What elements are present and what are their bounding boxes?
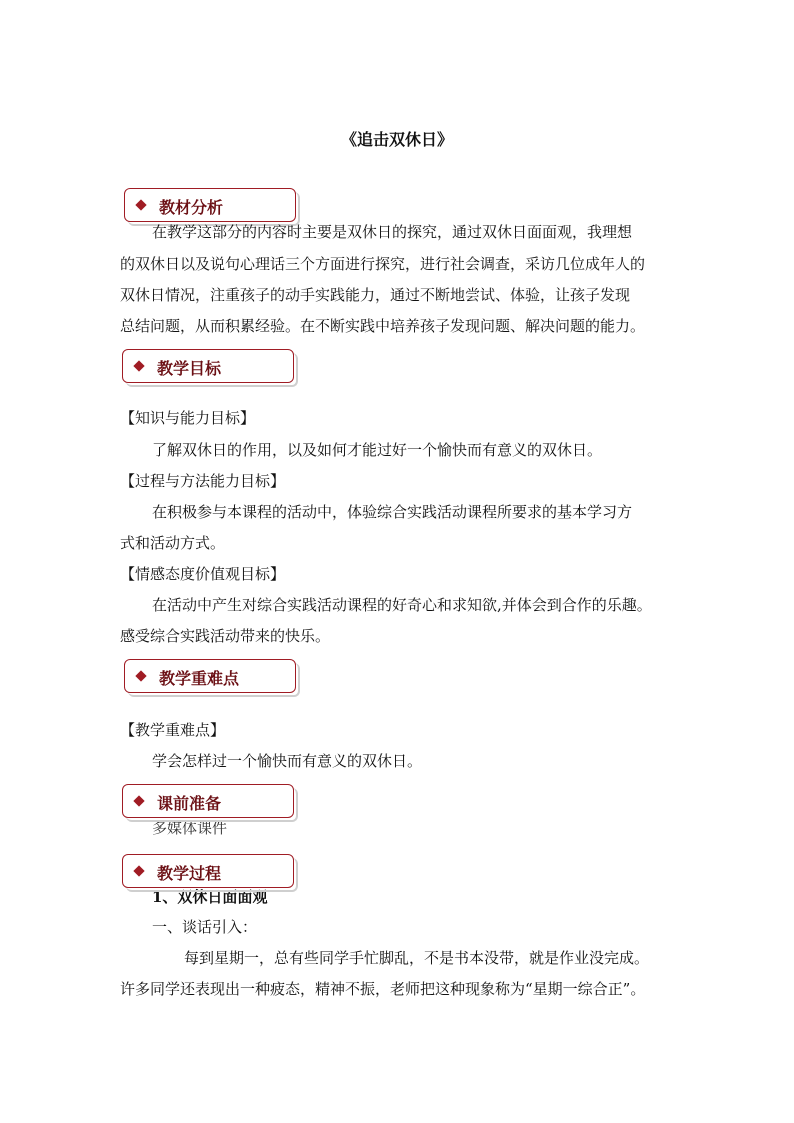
paragraph-line: 双休日情况，注重孩子的动手实践能力，通过不断地尝试、体验，让孩子发现 bbox=[120, 286, 631, 304]
subsection-label: 【情感态度价值观目标】 bbox=[120, 565, 286, 583]
paragraph-line: 每到星期一，总有些同学手忙脚乱，不是书本没带，就是作业没完成。 bbox=[184, 949, 650, 967]
section-heading-label: 教材分析 bbox=[159, 198, 224, 217]
section-heading-process bbox=[122, 854, 294, 888]
paragraph-line: 式和活动方式。 bbox=[120, 534, 226, 552]
paragraph-line: 了解双休日的作用，以及如何才能过好一个愉快而有意义的双休日。 bbox=[152, 441, 603, 459]
subsection-label: 【知识与能力目标】 bbox=[120, 409, 256, 427]
section-heading-label: 教学过程 bbox=[157, 864, 222, 883]
section-heading-label: 教学目标 bbox=[157, 359, 222, 378]
paragraph-line: 一、谈话引入： bbox=[152, 918, 258, 936]
diamond-bullet-icon bbox=[135, 199, 146, 210]
section-heading-analysis bbox=[124, 188, 296, 222]
paragraph-line: 在积极参与本课程的活动中，体验综合实践活动课程所要求的基本学习方 bbox=[152, 503, 633, 521]
paragraph-line: 总结问题，从而积累经验。在不断实践中培养孩子发现问题、解决问题的能力。 bbox=[120, 317, 646, 335]
paragraph-line: 学会怎样过一个愉快而有意义的双休日。 bbox=[152, 752, 423, 770]
subsection-label: 【过程与方法能力目标】 bbox=[120, 472, 286, 490]
document-title: 《追击双休日》 bbox=[340, 130, 453, 149]
subsection-label: 【教学重难点】 bbox=[120, 721, 226, 739]
diamond-bullet-icon bbox=[133, 865, 144, 876]
paragraph-line: 在活动中产生对综合实践活动课程的好奇心和求知欲,并体会到合作的乐趣。 bbox=[152, 596, 652, 614]
paragraph-line: 在教学这部分的内容时主要是双休日的探究，通过双休日面面观，我理想 bbox=[152, 223, 633, 241]
subheading: 1、双休日面面观 bbox=[152, 888, 268, 906]
section-heading-label: 教学重难点 bbox=[159, 669, 240, 688]
section-heading-label: 课前准备 bbox=[157, 794, 222, 813]
paragraph-line: 多媒体课件 bbox=[152, 819, 228, 837]
diamond-bullet-icon bbox=[133, 795, 144, 806]
section-heading-key-points bbox=[124, 659, 296, 693]
paragraph-line: 许多同学还表现出一种疲态，精神不振，老师把这种现象称为“星期一综合正”。 bbox=[120, 980, 646, 998]
section-heading-preparation bbox=[122, 784, 294, 818]
diamond-bullet-icon bbox=[135, 670, 146, 681]
diamond-bullet-icon bbox=[133, 360, 144, 371]
paragraph-line: 感受综合实践活动带来的快乐。 bbox=[120, 627, 331, 645]
section-heading-goals bbox=[122, 349, 294, 383]
paragraph-line: 的双休日以及说句心理话三个方面进行探究，进行社会调查，采访几位成年人的 bbox=[120, 255, 646, 273]
